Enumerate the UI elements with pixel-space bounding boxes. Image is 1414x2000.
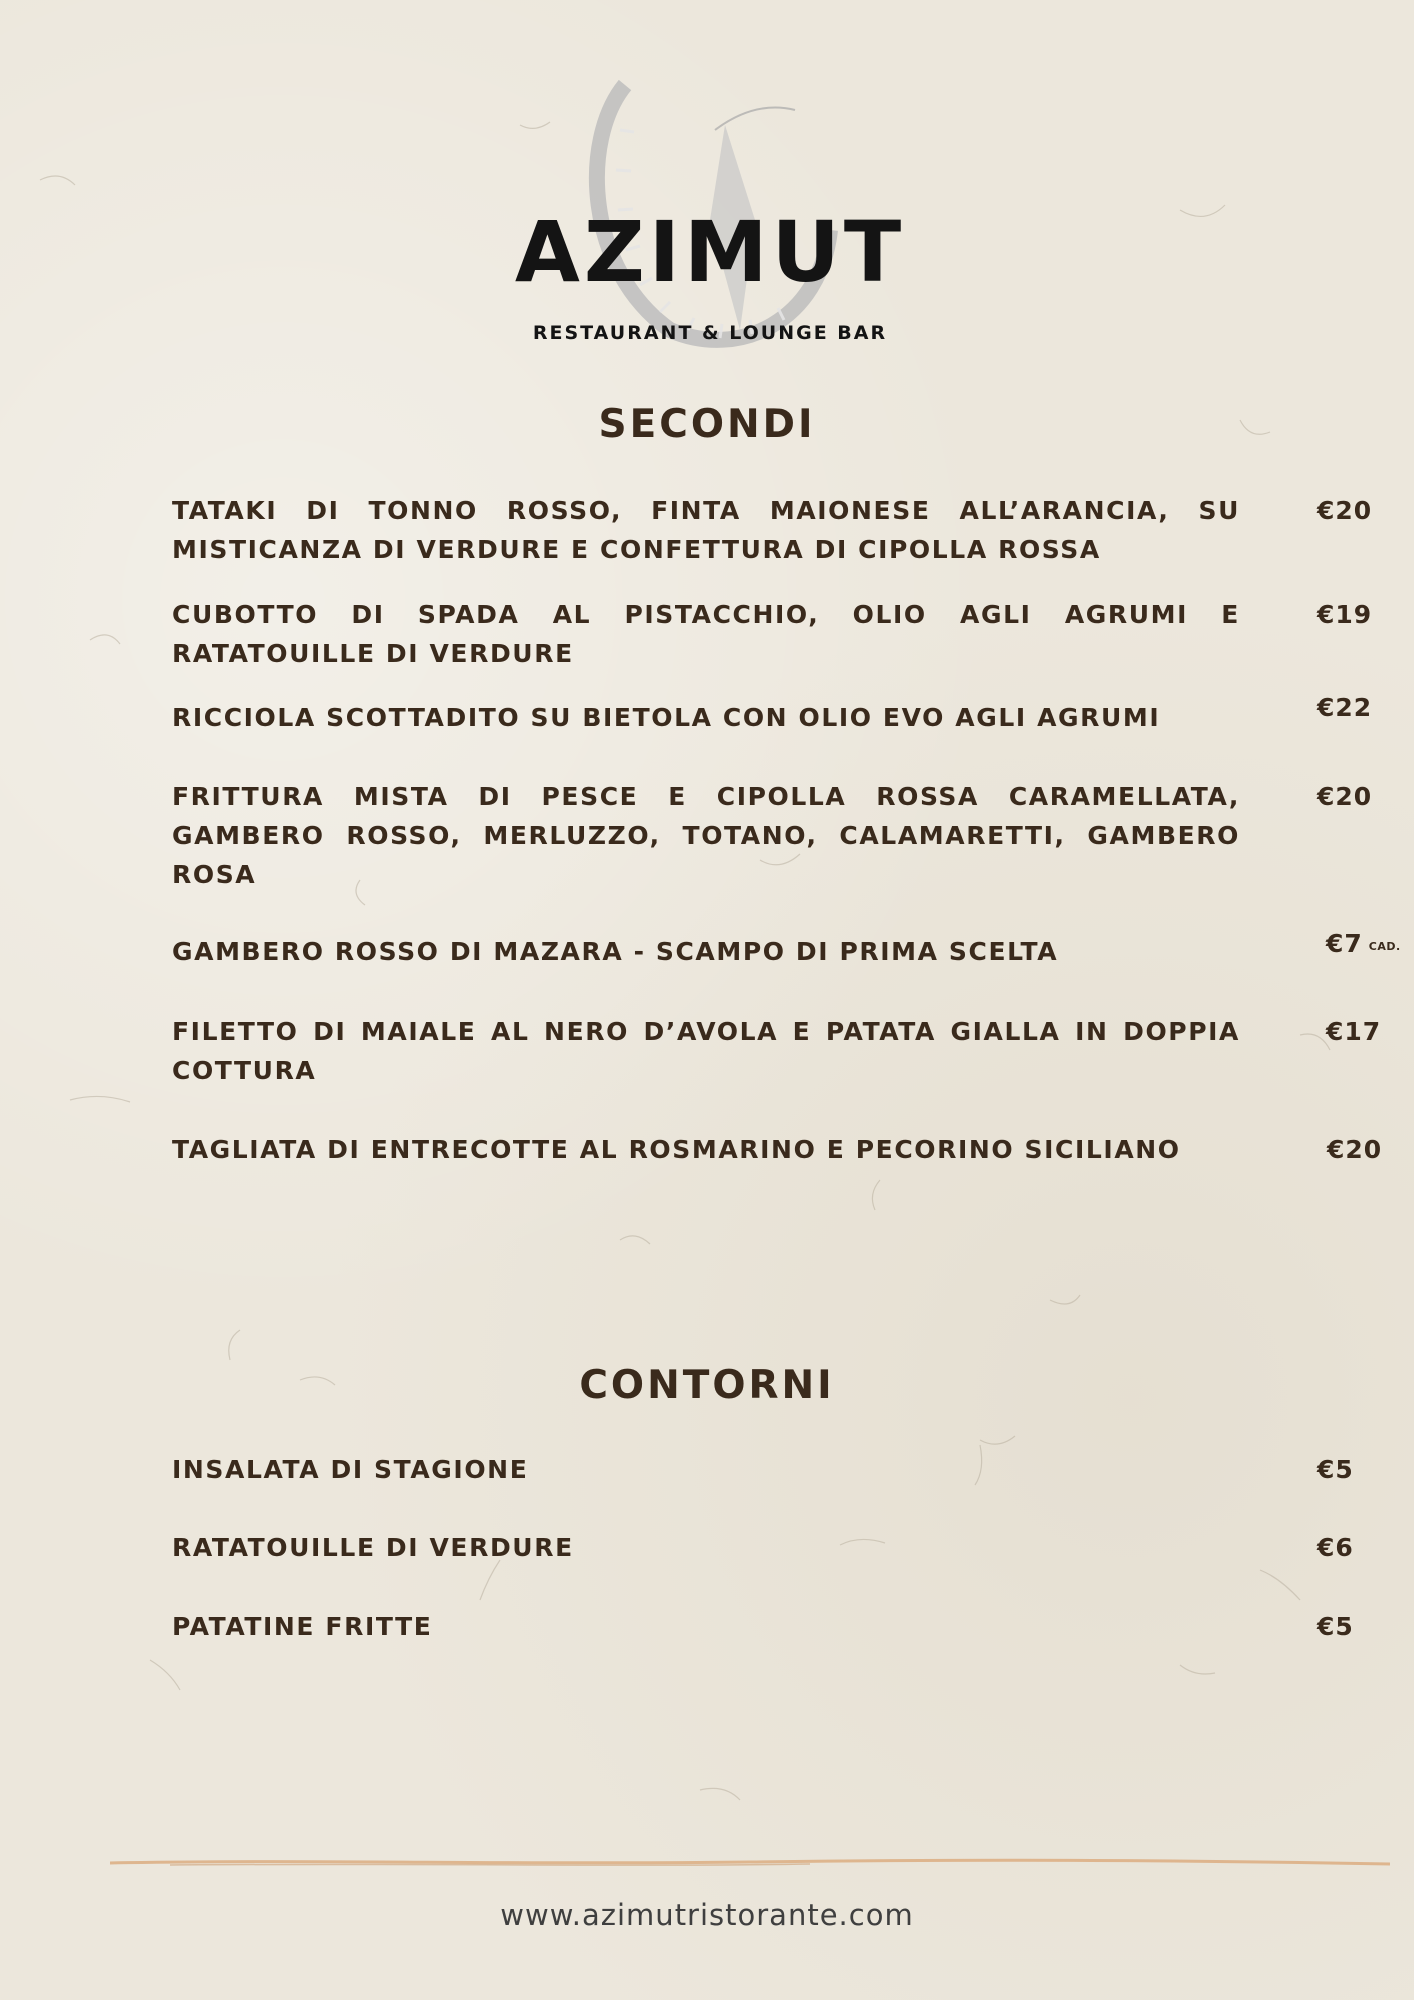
section-title-contorni: CONTORNI bbox=[579, 1363, 835, 1408]
menu-item-price: €20 bbox=[1317, 496, 1373, 525]
menu-item-name: TATAKI DI TONNO ROSSO, FINTA MAIONESE ALL’ARANCIA, SU MISTICANZA DI VERDURE E CONFETTURA DI CIPOLLA ROSSA bbox=[172, 496, 1240, 564]
menu-item-name: GAMBERO ROSSO DI MAZARA - SCAMPO DI PRIMA SCELTA bbox=[172, 937, 1059, 966]
menu-item-name: FILETTO DI MAIALE AL NERO D’AVOLA E PATATA GIALLA IN DOPPIA COTTURA bbox=[172, 1017, 1240, 1085]
footer-website-link[interactable]: www.azimutristorante.com bbox=[500, 1898, 914, 1932]
menu-item-price: €22 bbox=[1317, 693, 1373, 722]
menu-item-price: €17 bbox=[1326, 1017, 1382, 1046]
menu-item-name: RATATOUILLE DI VERDURE bbox=[172, 1533, 574, 1562]
brand-logo bbox=[480, 70, 940, 360]
menu-item-price: €6 bbox=[1317, 1533, 1354, 1562]
menu-item-name: CUBOTTO DI SPADA AL PISTACCHIO, OLIO AGLI AGRUMI E RATATOUILLE DI VERDURE bbox=[172, 600, 1240, 668]
brand-name: AZIMUT bbox=[514, 203, 906, 301]
menu-item-price: €20 bbox=[1317, 782, 1373, 811]
section-title-secondi: SECONDI bbox=[598, 402, 816, 447]
menu-item-price: €20 bbox=[1327, 1135, 1383, 1164]
menu-item-price-group bbox=[1326, 924, 1401, 966]
menu-item-name: TAGLIATA DI ENTRECOTTE AL ROSMARINO E PECORINO SICILIANO bbox=[172, 1135, 1181, 1164]
menu-item-name: FRITTURA MISTA DI PESCE E CIPOLLA ROSSA CARAMELLATA, GAMBERO ROSSO, MERLUZZO, TOTANO, CALAMARETTI, GAMBERO ROSA bbox=[172, 782, 1240, 889]
menu-item-name: RICCIOLA SCOTTADITO SU BIETOLA CON OLIO EVO AGLI AGRUMI bbox=[172, 703, 1161, 732]
menu-item-price: €5 bbox=[1317, 1612, 1354, 1641]
menu-item-price: €19 bbox=[1317, 600, 1373, 629]
price-unit: CAD. bbox=[1368, 940, 1401, 953]
brand-tagline: RESTAURANT & LOUNGE BAR bbox=[532, 322, 888, 344]
menu-item-price: €5 bbox=[1317, 1455, 1354, 1484]
menu-item-name: INSALATA DI STAGIONE bbox=[172, 1455, 529, 1484]
footer-divider bbox=[110, 1855, 1390, 1869]
menu-item-name: PATATINE FRITTE bbox=[172, 1612, 433, 1641]
menu-item-price: €7 bbox=[1326, 929, 1363, 958]
